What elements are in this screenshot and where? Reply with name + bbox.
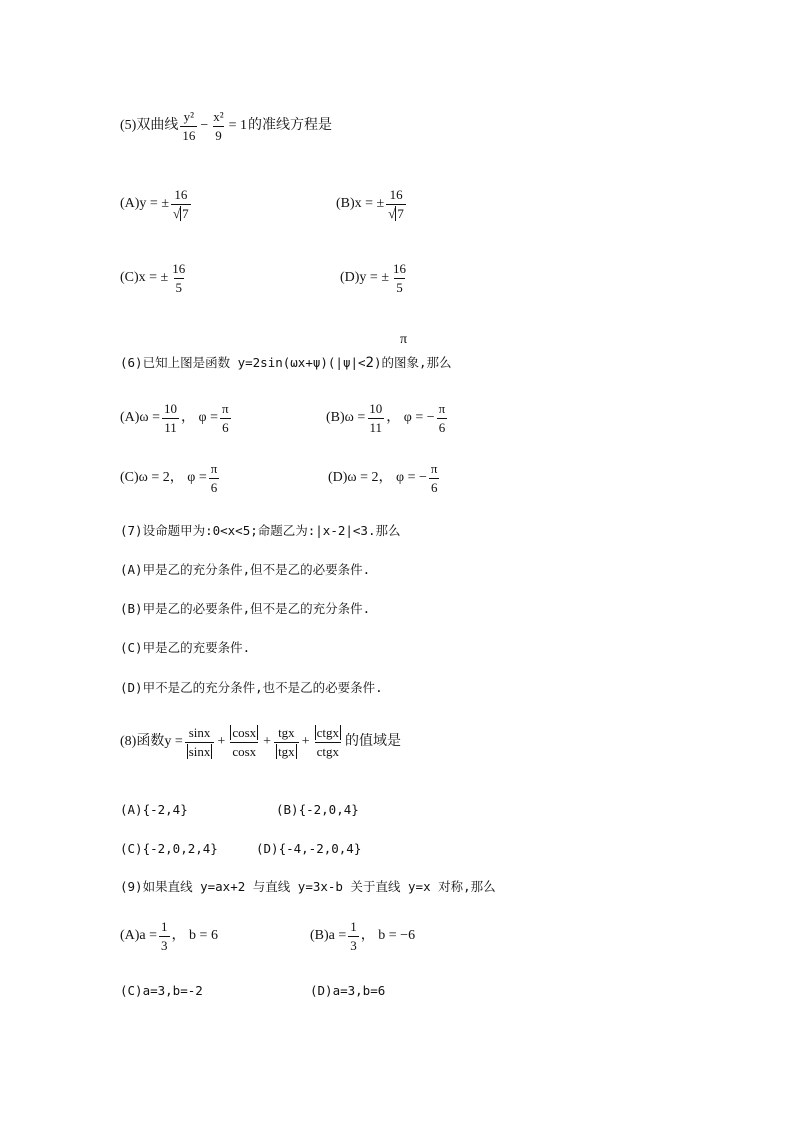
q9-stem: (9)如果直线 y=ax+2 与直线 y=3x-b 关于直线 y=x 对称,那么 bbox=[120, 879, 496, 894]
q7-option-d: (D)甲不是乙的充分条件,也不是乙的必要条件. bbox=[120, 680, 383, 695]
q9-option-a: (A)a = $\frac{1}{3}$ ， b = 6 bbox=[120, 919, 218, 953]
q5-frac-x2-9: $\frac{\text{x²}}{9}$ bbox=[213, 109, 224, 143]
q7-stem: (7)设命题甲为:0<x<5;命题乙为:|x-2|<3.那么 bbox=[120, 523, 401, 538]
q6-option-c: (C)ω = 2， φ = $\frac{\pi}{6}$ bbox=[120, 461, 218, 495]
q8-option-b: (B){-2,0,4} bbox=[276, 802, 359, 817]
q6-option-a: (A)ω = $\frac{10}{11}$ ， φ = $\frac{\pi}{6}$ bbox=[120, 401, 229, 435]
q6-option-d: (D)ω = 2， φ = − $\frac{\pi}{6}$ bbox=[328, 461, 438, 495]
q5-option-c: (C)x = ± $\frac{16}{5}$ bbox=[120, 261, 186, 295]
q5-frac-y2-16: $\frac{\text{y²}}{16}$ bbox=[182, 109, 196, 143]
q8-option-a: (A){-2,4} bbox=[120, 802, 188, 817]
q7-option-a: (A)甲是乙的充分条件,但不是乙的必要条件. bbox=[120, 562, 371, 577]
q7-option-b: (B)甲是乙的必要条件,但不是乙的充分条件. bbox=[120, 601, 371, 616]
q5-option-d: (D)y = ± $\frac{16}{5}$ bbox=[340, 261, 407, 295]
q5-prefix: (5)双曲线 bbox=[120, 118, 179, 134]
q5-option-b: (B)x = ± $\frac{16}{√ 7}$ bbox=[336, 187, 404, 221]
q6-option-b: (B)ω = $\frac{10}{11}$ ， φ = − $\frac{\pi}{6}$ bbox=[326, 401, 446, 435]
q6-stem: (6)已知上图是函数 y=2sin(ωx+ψ)(|ψ|< 2 )的图象,那么 bbox=[120, 354, 452, 371]
q5-suffix: 的准线方程是 bbox=[248, 118, 333, 134]
q5-stem: (5)双曲线 $\frac{\text{y²}}{16}$ − $\frac{\text{x²}}{9}$ = 1 的准线方程是 bbox=[120, 109, 333, 143]
q8-option-c: (C){-2,0,2,4} bbox=[120, 841, 218, 856]
q5-option-a: (A)y = ± $\frac{16}{√ 7}$ bbox=[120, 187, 189, 221]
q8-option-d: (D){-4,-2,0,4} bbox=[256, 841, 362, 856]
q9-option-c: (C)a=3,b=-2 bbox=[120, 983, 203, 998]
q9-option-b: (B)a = $\frac{1}{3}$ ， b = −6 bbox=[310, 919, 416, 953]
q8-stem: (8)函数y = $\frac{\sin x}{\sin x}$ + $\frac{\cos x}{\cos x}$ + $\frac{\text{tgx}}{\text{tgx}}$ + $\frac{\text{ctgx}}{\text{ctgx}}$ 的值域是 bbox=[120, 725, 401, 759]
q6-pi-symbol: π bbox=[400, 332, 408, 347]
q9-option-d: (D)a=3,b=6 bbox=[310, 983, 386, 998]
q7-option-c: (C)甲是乙的充要条件. bbox=[120, 640, 251, 655]
